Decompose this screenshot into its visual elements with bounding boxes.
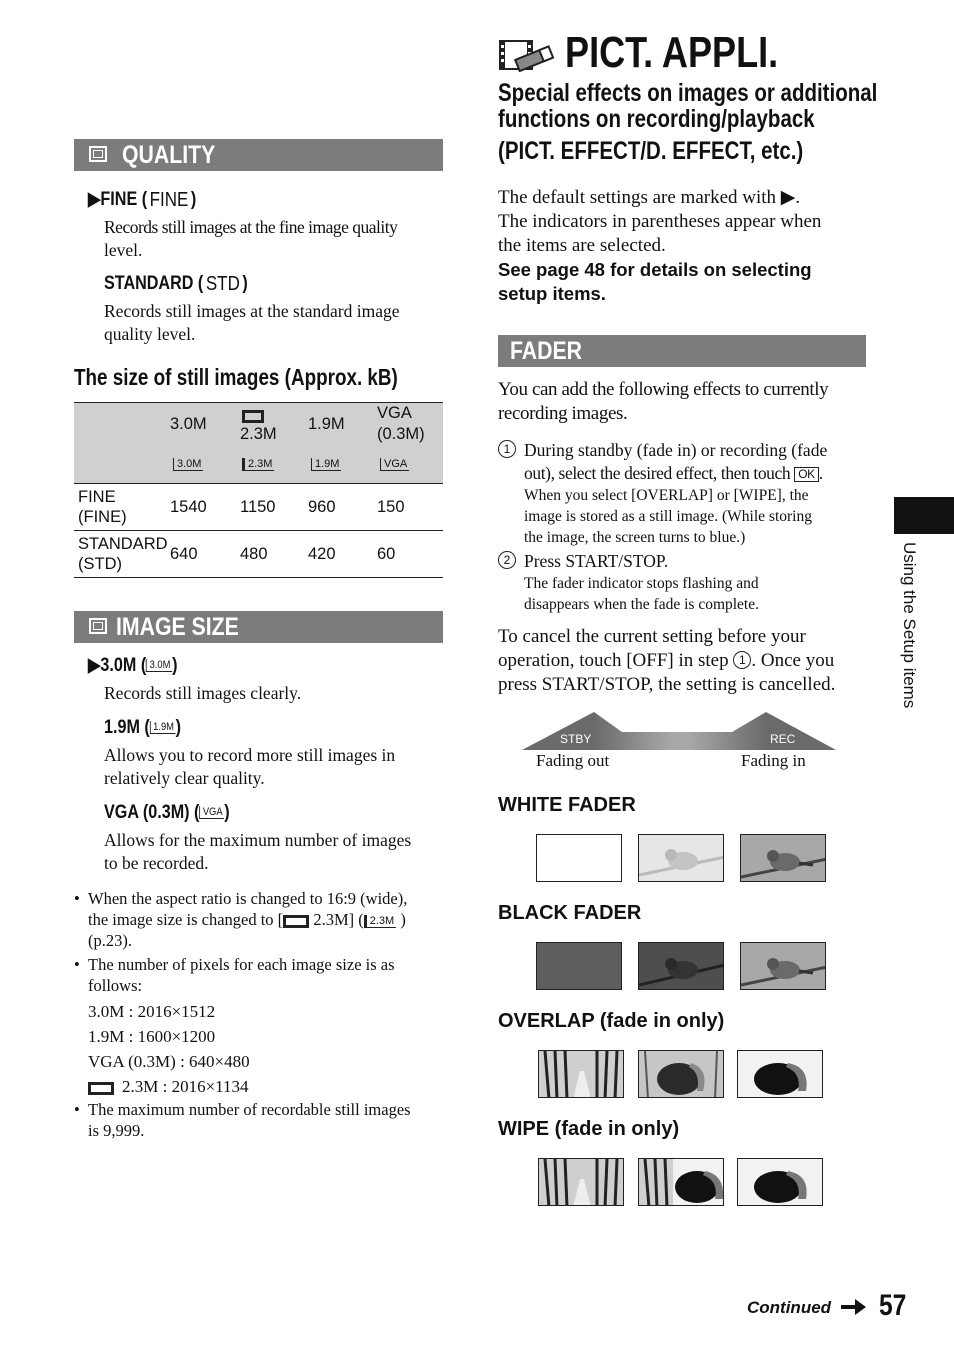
std-indicator: STD bbox=[205, 272, 240, 295]
step-1-marker: 1 bbox=[498, 440, 516, 458]
size-vga-icon: VGA bbox=[380, 458, 409, 471]
size-1-9m-icon: 1.9M bbox=[311, 458, 341, 471]
col-header: (0.3M) bbox=[377, 425, 425, 443]
default-marker-icon: ▶ bbox=[88, 655, 101, 676]
wide-icon bbox=[242, 407, 264, 426]
size-2-3m-indicator: 2.3M bbox=[364, 915, 396, 928]
wide-icon bbox=[283, 915, 309, 928]
see-page-note: See page 48 for details on selecting setup items. bbox=[498, 259, 812, 304]
size-vga-option: VGA (0.3M) ( VGA) bbox=[104, 802, 230, 823]
overlap-frame-1 bbox=[538, 1050, 624, 1098]
rec-label: REC bbox=[770, 732, 796, 746]
fine-option: ▶FINE ( FINE ) bbox=[88, 188, 197, 211]
note-aspect: When the aspect ratio is changed to 16:9 (wide), the image size is changed to [ 2.3M] ( 2.3M ) (p.23). bbox=[88, 889, 408, 950]
black-fader-heading: BLACK FADER bbox=[498, 902, 642, 924]
note-max: The maximum number of recordable still images is 9,999. bbox=[88, 1100, 411, 1140]
size-1-9m-description: Allows you to record more still images in relatively clear quality. bbox=[104, 745, 396, 788]
intro-text: The default settings are marked with ▶. The indicators in parentheses appear when the items are selected. bbox=[498, 187, 822, 256]
col-header: 1.9M bbox=[308, 415, 345, 433]
note-bullet: • bbox=[74, 1100, 80, 1119]
note-bullet: • bbox=[74, 955, 80, 974]
divider bbox=[74, 170, 443, 171]
col-header: 3.0M bbox=[170, 415, 207, 433]
table-row: FINE (FINE) 1540 1150 960 150 bbox=[74, 484, 443, 531]
size-1-9m-indicator: 1.9M bbox=[150, 721, 176, 734]
pict-appli-icon bbox=[498, 38, 558, 72]
black-fader-frame-2 bbox=[638, 942, 724, 990]
page-title: PICT. APPLI. bbox=[565, 28, 779, 77]
step-2: Press START/STOP. The fader indicator stops flashing and disappears when the fade is complete. bbox=[524, 551, 759, 613]
image-size-header bbox=[74, 611, 443, 642]
size-3-0m-option: ▶3.0M ( 3.0M) bbox=[88, 655, 178, 676]
page-subtitle: Special effects on images or additional functions on recording/playback (PICT. EFFECT/D. EFFECT, etc.) bbox=[498, 79, 878, 165]
white-fader-frame-3 bbox=[740, 834, 826, 882]
fade-diagram bbox=[522, 712, 838, 752]
size-2-3m-icon: 2.3M bbox=[242, 458, 274, 471]
col-header: 2.3M bbox=[240, 425, 277, 443]
standard-option: STANDARD ( STD ) bbox=[104, 272, 248, 295]
black-fader-frame-1 bbox=[536, 942, 622, 990]
size-vga-indicator: VGA bbox=[199, 806, 224, 819]
default-marker-icon: ▶ bbox=[88, 189, 101, 210]
fading-out-label: Fading out bbox=[536, 751, 610, 770]
size-3-0m-icon: 3.0M bbox=[173, 458, 203, 471]
size-3-0m-indicator: 3.0M bbox=[146, 659, 172, 672]
white-fader-frame-1 bbox=[536, 834, 622, 882]
size-vga-description: Allows for the maximum number of images to be recorded. bbox=[104, 830, 412, 873]
fader-title: FADER bbox=[510, 337, 583, 365]
size-3-0m-description: Records still images clearly. bbox=[104, 683, 302, 703]
step-1: During standby (fade in) or recording (fade out), select the desired effect, then touch OK . When you select [OVERLAP] or [WIPE], the image is stored as a still image. (While storing the image, the screen turns to blue.) bbox=[524, 440, 828, 546]
fading-in-label: Fading in bbox=[741, 751, 806, 770]
note-bullet: • bbox=[74, 889, 80, 908]
arrow-right-icon bbox=[841, 1298, 867, 1321]
overlap-frame-2 bbox=[638, 1050, 724, 1098]
divider bbox=[74, 642, 443, 643]
standard-description: Records still images at the standard image quality level. bbox=[104, 301, 400, 344]
fader-header bbox=[498, 335, 866, 366]
quality-icon bbox=[89, 146, 107, 162]
col-header: VGA bbox=[377, 404, 412, 422]
wipe-heading: WIPE (fade in only) bbox=[498, 1118, 680, 1140]
image-size-icon bbox=[89, 618, 107, 634]
wide-icon bbox=[88, 1082, 114, 1095]
size-table-title: The size of still images (Approx. kB) bbox=[74, 364, 398, 390]
fader-description: You can add the following effects to currently recording images. bbox=[498, 379, 829, 424]
quality-title: QUALITY bbox=[122, 141, 216, 169]
note-pixels: The number of pixels for each image size is as follows: bbox=[88, 955, 395, 995]
wipe-frame-1 bbox=[538, 1158, 624, 1206]
overlap-heading: OVERLAP (fade in only) bbox=[498, 1010, 725, 1032]
ok-button-icon: OK bbox=[794, 467, 819, 482]
size-table bbox=[74, 402, 443, 578]
stby-label: STBY bbox=[560, 732, 592, 746]
fine-description: Records still images at the fine image quality level. bbox=[104, 217, 398, 260]
side-tab-label: Using the Setup items bbox=[900, 542, 919, 709]
wipe-frame-2 bbox=[638, 1158, 724, 1206]
page-number: 57 bbox=[879, 1289, 907, 1322]
fine-indicator: FINE bbox=[149, 188, 189, 211]
size-table-header bbox=[74, 402, 443, 484]
table-row: STANDARD (STD) 640 480 420 60 bbox=[74, 531, 443, 578]
white-fader-frame-2 bbox=[638, 834, 724, 882]
quality-header bbox=[74, 139, 443, 170]
white-fader-heading: WHITE FADER bbox=[498, 794, 636, 816]
size-1-9m-option: 1.9M ( 1.9M) bbox=[104, 717, 182, 738]
pixel-list: 3.0M : 2016×1512 1.9M : 1600×1200 VGA (0.3M) : 640×480 2.3M : 2016×1134 bbox=[88, 1002, 250, 1096]
divider bbox=[498, 366, 866, 367]
section-tab-marker bbox=[894, 497, 954, 534]
step-1-ref: 1 bbox=[733, 651, 751, 669]
overlap-frame-3 bbox=[737, 1050, 823, 1098]
image-size-title: IMAGE SIZE bbox=[116, 613, 239, 641]
black-fader-frame-3 bbox=[740, 942, 826, 990]
step-2-marker: 2 bbox=[498, 551, 516, 569]
wipe-frame-3 bbox=[737, 1158, 823, 1206]
continued-label: Continued bbox=[747, 1298, 832, 1317]
cancel-text: To cancel the current setting before your operation, touch [OFF] in step 1 . Once you press START/STOP, the setting is cancelled. bbox=[498, 626, 836, 695]
